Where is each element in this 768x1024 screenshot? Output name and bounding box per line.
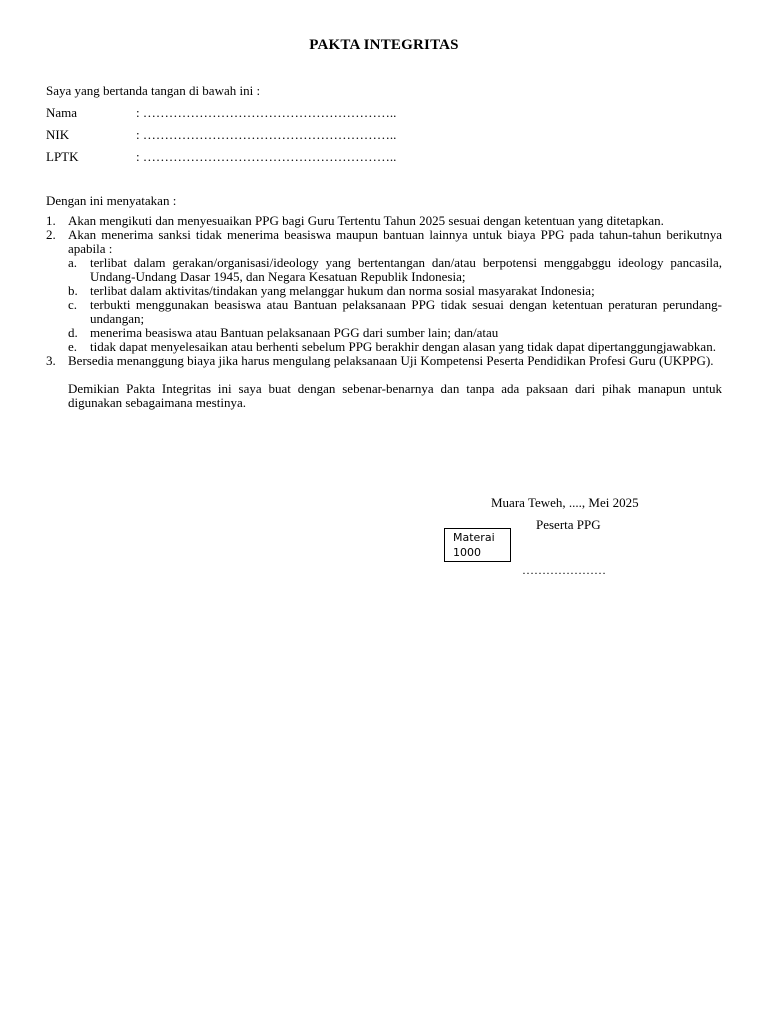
field-label: LPTK: [46, 149, 79, 164]
item-text: Akan mengikuti dan menyesuaikan PPG bagi Guru Tertentu Tahun 2025 sesuai dengan ketentuan yang ditetapkan.: [68, 213, 664, 228]
sub-item-text: terlibat dalam aktivitas/tindakan yang melanggar hukum dan norma sosial masyarakat Indonesia;: [90, 283, 595, 298]
sub-list-item: [68, 256, 722, 284]
list-item: [46, 228, 722, 256]
field-value: : …………………………………………………..: [136, 105, 397, 120]
sub-item-text: menerima beasiswa atau Bantuan pelaksanaan PGG dari sumber lain; dan/atau: [90, 325, 499, 340]
signature-line: …………………: [522, 563, 606, 577]
field-label: NIK: [46, 127, 70, 142]
place-date: Muara Teweh, ...., Mei 2025: [491, 495, 639, 510]
stamp-value: 1000: [453, 546, 481, 559]
sub-item-letter: e.: [68, 339, 78, 354]
item-number: 3.: [46, 353, 56, 368]
statement-intro: Dengan ini menyatakan :: [46, 193, 177, 208]
sub-item-text: tidak dapat menyelesaikan atau berhenti sebelum PPG berakhir dengan alasan yang tidak dapat dipertanggungjawabkan.: [90, 339, 716, 354]
closing-paragraph: Demikian Pakta Integritas ini saya buat dengan sebenar-benarnya dan tanpa ada paksaan dari pihak manapun untuk digunakan sebagaimana mestinya.: [68, 381, 722, 410]
item-text: Akan menerima sanksi tidak menerima beasiswa maupun bantuan lainnya untuk biaya PPG pada tahun-tahun berikutnya apabila :: [68, 227, 722, 256]
signatory-role: Peserta PPG: [536, 517, 601, 532]
field-value: : …………………………………………………..: [136, 127, 397, 142]
statement-list: [46, 214, 722, 410]
document-title: PAKTA INTEGRITAS: [309, 37, 459, 53]
sub-item-text: terlibat dalam gerakan/organisasi/ideology yang bertentangan dan/atau berpotensi menggabggu ideology pancasila, Undang-Undang Dasar 1945, dan Negara Kesatuan Republik Indonesia;: [90, 255, 722, 284]
field-value: : …………………………………………………..: [136, 149, 397, 164]
stamp-label: Materai: [453, 531, 495, 544]
list-item: [46, 214, 722, 228]
sub-item-letter: c.: [68, 297, 78, 312]
sub-item-letter: a.: [68, 255, 78, 270]
field-label: Nama: [46, 105, 78, 120]
sub-item-text: terbukti menggunakan beasiswa atau Bantuan pelaksanaan PPG tidak sesuai dengan ketentuan peraturan perundang-undangan;: [90, 297, 722, 326]
sub-list-item: [68, 326, 722, 340]
list-item: [46, 354, 722, 368]
item-number: 1.: [46, 213, 56, 228]
stamp-box: [444, 528, 511, 562]
intro-text: Saya yang bertanda tangan di bawah ini :: [46, 83, 261, 98]
sub-item-letter: b.: [68, 283, 78, 298]
sub-list-item: [68, 284, 722, 298]
sub-list-item: [68, 340, 722, 354]
sub-list-item: [68, 298, 722, 326]
sub-item-letter: d.: [68, 325, 78, 340]
item-number: 2.: [46, 227, 56, 242]
item-text: Bersedia menanggung biaya jika harus mengulang pelaksanaan Uji Kompetensi Peserta Pendidikan Profesi Guru (UKPPG).: [68, 353, 714, 368]
